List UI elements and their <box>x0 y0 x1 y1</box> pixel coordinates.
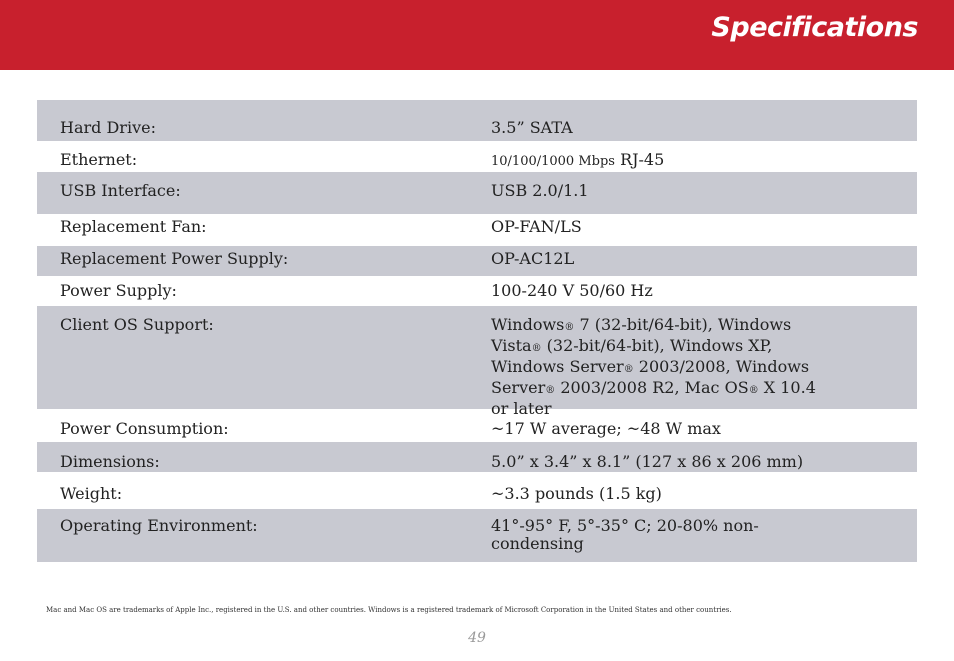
os-text: Windows <box>491 315 565 334</box>
spec-label: Weight: <box>60 484 123 503</box>
spec-value <box>491 315 831 418</box>
spec-value: 41°-95° F, 5°-35° C; 20-80% non-condensing <box>491 516 759 553</box>
spec-value-speed: 10/100/1000 Mbps <box>491 154 615 169</box>
spec-row-replacement-fan <box>37 214 917 246</box>
os-text: (32-bit/64-bit), Windows XP, Windows Server <box>491 336 773 376</box>
spec-row-usb-interface <box>37 172 917 214</box>
spec-value: 100-240 V 50/60 Hz <box>491 281 653 300</box>
os-text: 7 (32-bit/64-bit), Windows Vista <box>491 315 792 355</box>
spec-label: Replacement Power Supply: <box>60 249 289 268</box>
os-text: 2003/2008 R2, Mac OS <box>555 378 749 397</box>
spec-value: ~17 W average; ~48 W max <box>491 419 721 438</box>
os-text: X 10.4 or later <box>491 378 816 418</box>
spec-value: ~3.3 pounds (1.5 kg) <box>491 484 662 503</box>
spec-row-client-os-support <box>37 306 917 418</box>
spec-label: Hard Drive: <box>60 118 156 137</box>
spec-value-connector: RJ-45 <box>620 150 665 169</box>
registered-mark: ® <box>623 364 634 375</box>
registered-mark: ® <box>545 385 556 396</box>
spec-row-dimensions <box>37 442 917 472</box>
spec-value <box>491 151 831 172</box>
page-number: 49 <box>468 630 486 646</box>
spec-row-power-supply <box>37 276 917 306</box>
spec-value: USB 2.0/1.1 <box>491 181 589 200</box>
spec-label: USB Interface: <box>60 181 181 200</box>
spec-row-ethernet <box>37 141 917 172</box>
spec-label: Replacement Fan: <box>60 217 207 236</box>
os-text: 2003/2008, Windows Server <box>491 357 810 397</box>
registered-mark: ® <box>531 343 542 354</box>
spec-label: Ethernet: <box>60 150 138 169</box>
spec-label: Power Supply: <box>60 281 177 300</box>
header-band <box>0 0 954 70</box>
spec-value: 3.5” SATA <box>491 118 573 137</box>
spec-value: 5.0” x 3.4” x 8.1” (127 x 86 x 206 mm) <box>491 452 804 471</box>
spec-label: Power Consumption: <box>60 419 229 438</box>
spec-row-power-consumption <box>37 409 917 442</box>
spec-row-operating-environment <box>37 509 917 562</box>
spec-value: OP-FAN/LS <box>491 217 582 236</box>
spec-label: Dimensions: <box>60 452 160 471</box>
spec-label: Operating Environment: <box>60 516 258 535</box>
page-title: Specifications <box>711 12 918 43</box>
registered-mark: ® <box>748 385 759 396</box>
spec-row-replacement-power-supply <box>37 246 917 276</box>
registered-mark: ® <box>564 322 575 333</box>
spec-table <box>37 100 917 562</box>
spec-row-weight <box>37 472 917 509</box>
spec-value: OP-AC12L <box>491 249 575 268</box>
spec-label: Client OS Support: <box>60 315 214 334</box>
spec-row-hard-drive <box>37 100 917 141</box>
trademark-footnote: Mac and Mac OS are trademarks of Apple Inc., registered in the U.S. and other countries. Windows is a registered trademark of Microsoft Corporation in the United States and other countries. <box>46 606 732 614</box>
